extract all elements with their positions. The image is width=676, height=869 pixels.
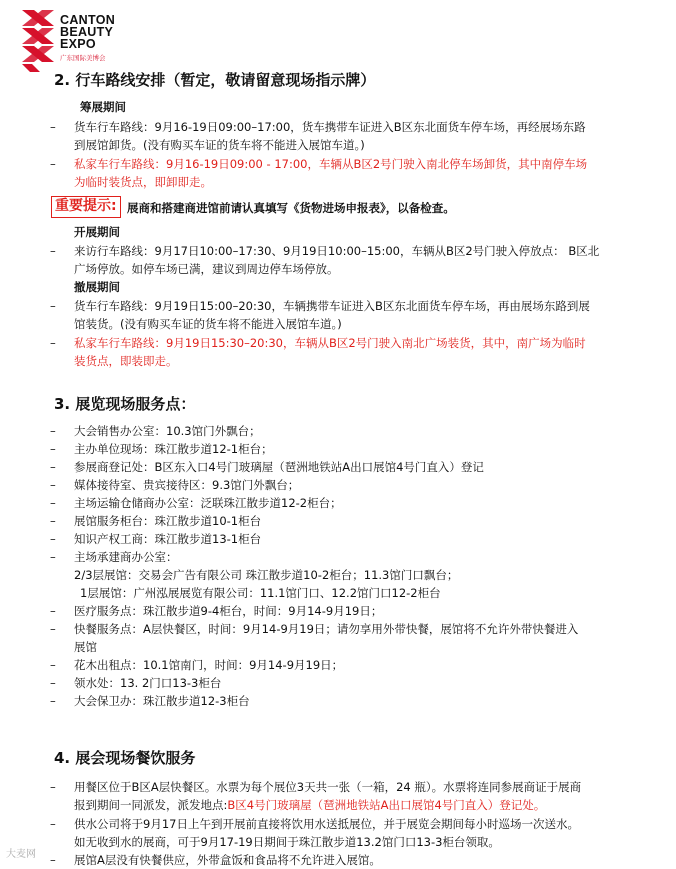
service-point-item: 媒体接待室、贵宾接待区：9.3馆门外飘台； xyxy=(74,478,300,492)
bullet-dash: – xyxy=(50,157,56,171)
service-point-item: 参展商登记处：B区东入口4号门玻璃屋（琶洲地铁站A出口展馆4号门直入）登记 xyxy=(74,460,484,474)
service-point-item: 展馆服务柜台：珠江散步道10-1柜台 xyxy=(74,514,262,528)
food-policy-line: 展馆A层没有快餐供应，外带盒饭和食品将不允许进入展馆。 xyxy=(74,853,381,867)
important-notice-text: 展商和搭建商进馆前请认真填写《货物进场申报表》，以备检查。 xyxy=(127,201,455,215)
bullet-dash: – xyxy=(50,853,56,867)
service-point-item: 花木出租点：10.1馆南门，时间：9月14-9月19日； xyxy=(74,658,344,672)
logo-line-2: BEAUTY xyxy=(60,25,114,39)
bullet-dash: – xyxy=(50,604,56,618)
service-point-item: 大会保卫办：珠江散步道12-3柜台 xyxy=(74,694,250,708)
truck-route-line2: 到展馆卸货。(没有购买车证的货车将不能进入展馆车道。) xyxy=(74,138,365,152)
contractor-sub-item: 2/3层展馆：交易会广告有限公司 珠江散步道10-2柜台；11.3馆门口飘台； xyxy=(74,568,459,582)
truck-route-dismantle-line2: 馆装货。(没有购买车证的货车将不能进入展馆车道。) xyxy=(74,317,342,331)
dismantle-period-label: 撤展期间 xyxy=(74,280,120,294)
service-point-item: 主办单位现场：珠江散步道12-1柜台； xyxy=(74,442,273,456)
logo-subtitle: 广东国际美博会 xyxy=(60,54,106,62)
bullet-dash: – xyxy=(50,478,56,492)
bullet-dash: – xyxy=(50,532,56,546)
logo-line-1: CANTON xyxy=(60,13,116,27)
truck-route-dismantle-line1: 货车行车路线：9月19日15:00–20:30，车辆携带车证进入B区东北面货车停车场，再由展场东路到展 xyxy=(74,299,590,313)
build-period-label: 筹展期间 xyxy=(80,100,126,114)
contractor-sub-item: 1层展馆：广州泓展展览有限公司：11.1馆门口、12.2馆门口12-2柜台 xyxy=(80,586,441,600)
section-2-title: 2. 行车路线安排（暂定，敬请留意现场指示牌） xyxy=(54,71,376,89)
bullet-dash: – xyxy=(50,299,56,313)
expo-logo xyxy=(20,8,150,76)
private-car-route-line2: 为临时装货点，即卸即走。 xyxy=(74,175,212,189)
bullet-dash: – xyxy=(50,244,56,258)
service-point-item: 大会销售办公室：10.3馆门外飘台； xyxy=(74,424,261,438)
water-ticket-line1: 用餐区位于B区A层快餐区。水票为每个展位3天共一张（一箱，24 瓶）。水票将连同参展商证于展商 xyxy=(74,780,582,794)
important-notice-label: 重要提示: xyxy=(51,196,121,218)
bullet-dash: – xyxy=(50,694,56,708)
bullet-dash: – xyxy=(50,120,56,134)
bullet-dash: – xyxy=(50,424,56,438)
water-supply-line2: 如无收到水的展商，可于9月17-19日期间于珠江散步道13.2馆门口13-3柜台领取。 xyxy=(74,835,500,849)
private-car-dismantle-line2: 装货点，即装即走。 xyxy=(74,354,178,368)
section-3-title: 3. 展览现场服务点： xyxy=(54,395,196,413)
open-period-label: 开展期间 xyxy=(74,225,120,239)
truck-route-line1: 货车行车路线：9月16-19日09:00–17:00，货车携带车证进入B区东北面货车停车场，再经展场东路 xyxy=(74,120,586,134)
expo-logo-mark-icon xyxy=(20,8,56,74)
bullet-dash: – xyxy=(50,550,56,564)
watermark: 大麦网 xyxy=(6,849,36,860)
section-4-title: 4. 展会现场餐饮服务 xyxy=(54,749,196,767)
visitor-route-line1: 来访行车路线：9月17日10:00–17:30、9月19日10:00–15:00，车辆从B区2号门驶入停放点： B区北 xyxy=(74,244,600,258)
service-point-item: 领水处：13. 2门口13-3柜台 xyxy=(74,676,222,690)
logo-wordmark xyxy=(60,14,115,50)
bullet-dash: – xyxy=(50,658,56,672)
water-ticket-line2 xyxy=(74,796,545,814)
bullet-dash: – xyxy=(50,676,56,690)
bullet-dash: – xyxy=(50,817,56,831)
bullet-dash: – xyxy=(50,496,56,510)
visitor-route-line2: 广场停放。如停车场已满，建议到周边停车场停放。 xyxy=(74,262,339,276)
bullet-dash: – xyxy=(50,460,56,474)
water-supply-line1: 供水公司将于9月17日上午到开展前直接将饮用水送抵展位，并于展览会期间每小时巡场一次送水。 xyxy=(74,817,579,831)
bullet-dash: – xyxy=(50,336,56,350)
private-car-route-line1: 私家车行车路线：9月16-19日09:00 - 17:00，车辆从B区2号门驶入南北停车场卸货，其中南停车场 xyxy=(74,157,588,171)
bullet-dash: – xyxy=(50,780,56,794)
service-point-item: 主场承建商办公室： xyxy=(74,550,178,564)
water-pickup-label: 报到期间一同派发，派发地点: xyxy=(74,798,228,812)
service-point-item: 医疗服务点：珠江散步道9-4柜台，时间：9月14-9月19日； xyxy=(74,604,383,618)
service-point-item: 快餐服务点：A层快餐区，时间：9月14-9月19日；请勿享用外带快餐，展馆将不允许外带快餐进入 xyxy=(74,622,579,636)
service-point-item: 主场运输仓储商办公室：泛联珠江散步道12-2柜台； xyxy=(74,496,342,510)
bullet-dash: – xyxy=(50,442,56,456)
water-pickup-location: B区4号门玻璃屋（琶洲地铁站A出口展馆4号门直入）登记处。 xyxy=(227,798,546,812)
bullet-dash: – xyxy=(50,514,56,528)
private-car-dismantle-line1: 私家车行车路线：9月19日15:30–20:30，车辆从B区2号门驶入南北广场装货，其中，南广场为临时 xyxy=(74,336,586,350)
service-point-item: 知识产权工商：珠江散步道13-1柜台 xyxy=(74,532,262,546)
logo-line-3: EXPO xyxy=(60,37,96,51)
service-point-item-cont: 展馆 xyxy=(74,640,97,654)
bullet-dash: – xyxy=(50,622,56,636)
